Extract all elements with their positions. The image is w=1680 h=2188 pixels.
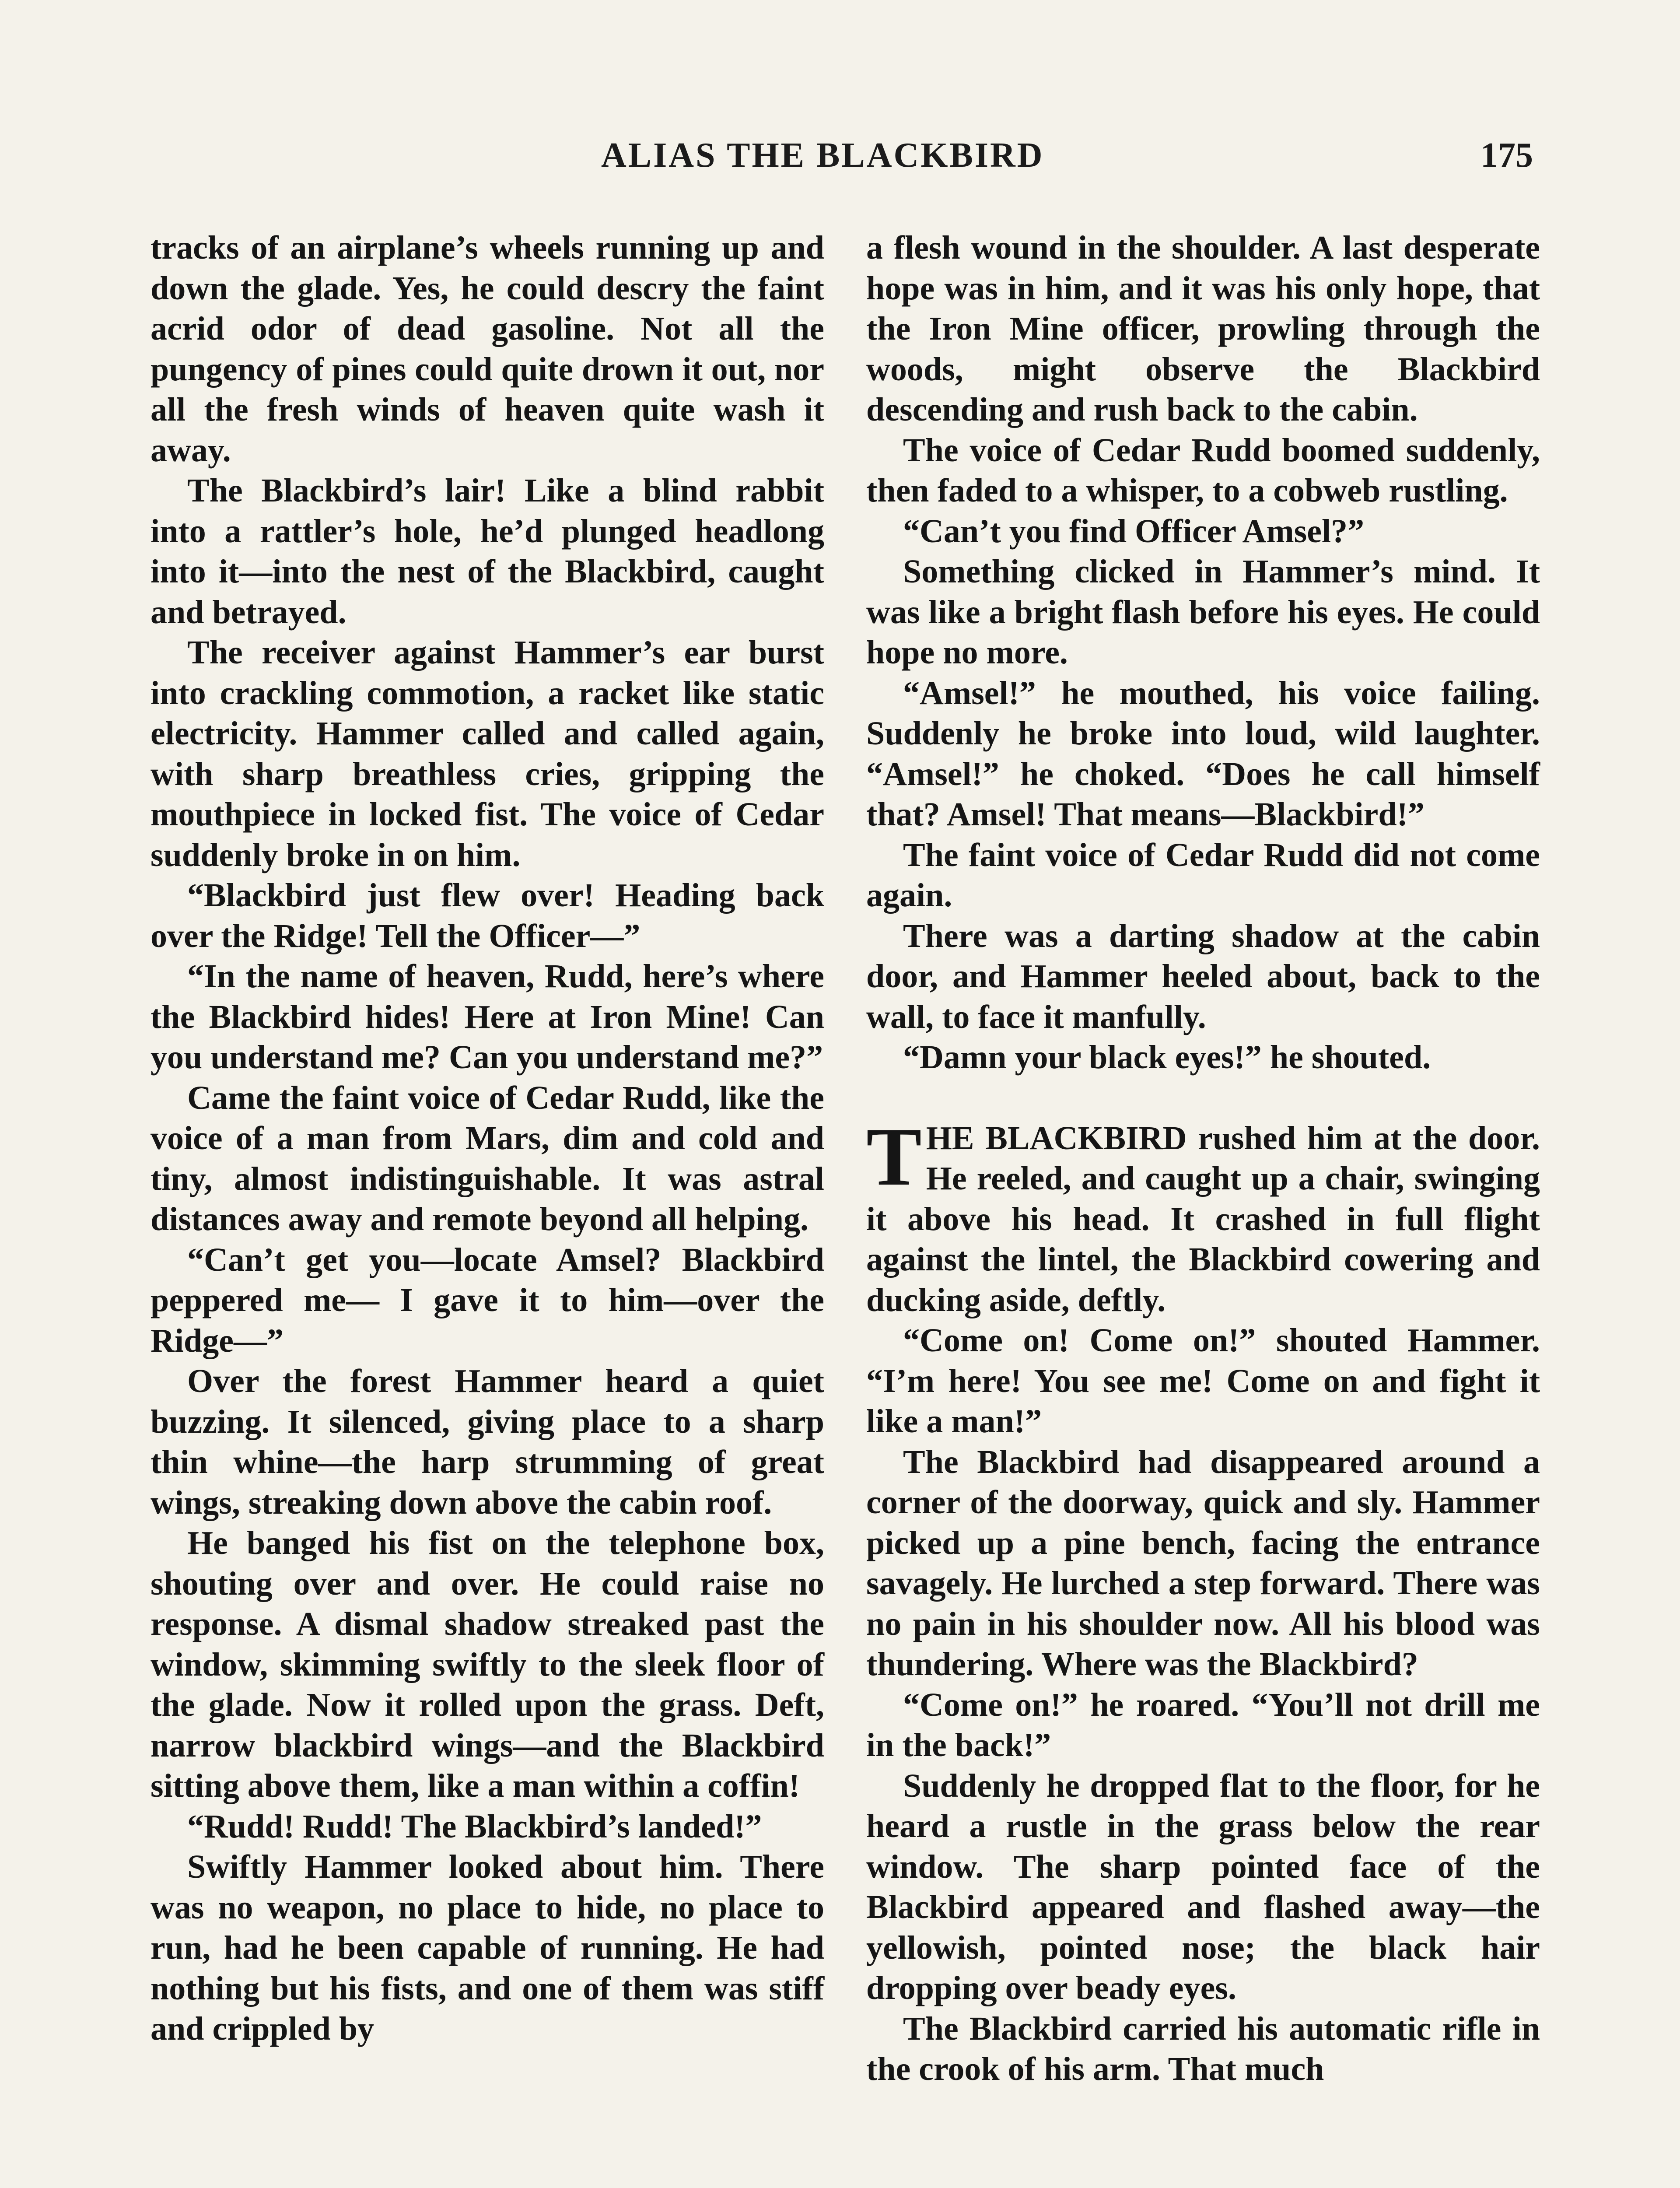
- right-column: [866, 228, 1540, 2090]
- paragraph: The receiver against Hammer’s ear burst into crackling commotion, a racket like static electricity. Hammer called and called again, with sharp breathless cries, gripping the mouthpiece in locked fist. The voice of Cedar suddenly broke in on him.: [150, 634, 824, 873]
- drop-cap: T: [866, 1111, 922, 1203]
- section-lead-in: HE BLACKBIRD: [926, 1119, 1187, 1157]
- paragraph: Over the forest Hammer heard a quiet buzzing. It silenced, giving place to a sharp thin whine—the harp strumming of great wings, streaking down above the cabin roof.: [150, 1363, 824, 1521]
- paragraph: He banged his fist on the telephone box, shouting over and over. He could raise no response. A dismal shadow streaked past the window, skimming swiftly to the sleek floor of the glade. Now it rolled upon the grass. Deft, narrow blackbird wings—and the Blackbird sitting above them, like a man within a coffin!: [150, 1525, 824, 1804]
- paragraph: The voice of Cedar Rudd boomed suddenly, then faded to a whisper, to a cobweb rustling.: [866, 431, 1540, 509]
- paragraph: Came the faint voice of Cedar Rudd, like the voice of a man from Mars, dim and cold and tiny, almost indistinguishable. It was astral distances away and remote beyond all helping.: [150, 1079, 824, 1238]
- paragraph: “Come on! Come on!” shouted Hammer. “I’m here! You see me! Come on and fight it like a man!”: [866, 1322, 1540, 1440]
- paragraph: tracks of an airplane’s wheels running up and down the glade. Yes, he could descry the faint acrid odor of dead gasoline. Not all the pungency of pines could quite drown it out, nor all the fresh winds of heaven quite wash it away.: [150, 229, 824, 469]
- paragraph: “Can’t get you—locate Amsel? Blackbird peppered me— I gave it to him—over the Ridge—”: [150, 1241, 824, 1359]
- paragraph: The faint voice of Cedar Rudd did not come again.: [866, 836, 1540, 914]
- paragraph: Something clicked in Hammer’s mind. It was like a bright flash before his eyes. He could hope no more.: [866, 553, 1540, 671]
- paragraph: The Blackbird had disappeared around a corner of the doorway, quick and sly. Hammer picked up a pine bench, facing the entrance savagely. He lurched a step forward. There was no pain in his shoulder now. All his blood was thundering. Where was the Blackbird?: [866, 1443, 1540, 1683]
- paragraph: The Blackbird’s lair! Like a blind rabbit into a rattler’s hole, he’d plunged headlong into it—into the nest of the Blackbird, caught and betrayed.: [150, 472, 824, 631]
- section-first-paragraph-text: rushed him at the door. He reeled, and caught up a chair, swinging it above his head. It crashed in full flight against the lintel, the Blackbird cowering and ducking aside, deftly.: [866, 1119, 1540, 1318]
- left-column: [150, 228, 824, 2049]
- section-opening-paragraph: [866, 1111, 1540, 1321]
- paragraph: There was a darting shadow at the cabin door, and Hammer heeled about, back to the wall, to face it manfully.: [866, 917, 1540, 1035]
- paragraph: “Damn your black eyes!” he shouted.: [903, 1039, 1431, 1076]
- paragraph: a flesh wound in the shoulder. A last desperate hope was in him, and it was his only hope, that the Iron Mine officer, prowling through the woods, might observe the Blackbird descending and rush back to the cabin.: [866, 229, 1540, 428]
- paragraph: “Come on!” he roared. “You’ll not drill me in the back!”: [866, 1686, 1540, 1764]
- paragraph: “Can’t you find Officer Amsel?”: [903, 512, 1365, 550]
- paragraph: “Amsel!” he mouthed, his voice failing. Suddenly he broke into loud, wild laughter. “Amsel!” he choked. “Does he call himself that? Amsel! That means—Blackbird!”: [866, 674, 1540, 833]
- running-head: [150, 136, 1533, 188]
- paragraph: “In the name of heaven, Rudd, here’s where the Blackbird hides! Here at Iron Mine! Can you understand me? Can you understand me?”: [150, 958, 824, 1076]
- page-number: 175: [1480, 136, 1533, 175]
- paragraph: “Rudd! Rudd! The Blackbird’s landed!”: [187, 1808, 762, 1845]
- paragraph: Swiftly Hammer looked about him. There was no weapon, no place to hide, no place to run, had he been capable of running. He had nothing but his fists, and one of them was stiff and crippled by: [150, 1848, 824, 2047]
- paragraph: Suddenly he dropped flat to the floor, for he heard a rustle in the grass below the rear window. The sharp pointed face of the Blackbird appeared and flashed away—the yellowish, pointed nose; the black hair dropping over beady eyes.: [866, 1767, 1540, 2006]
- running-title: ALIAS THE BLACKBIRD: [601, 136, 1044, 175]
- paragraph: “Blackbird just flew over! Heading back over the Ridge! Tell the Officer—”: [150, 877, 824, 954]
- paragraph: The Blackbird carried his automatic rifle in the crook of his arm. That much: [866, 2010, 1540, 2087]
